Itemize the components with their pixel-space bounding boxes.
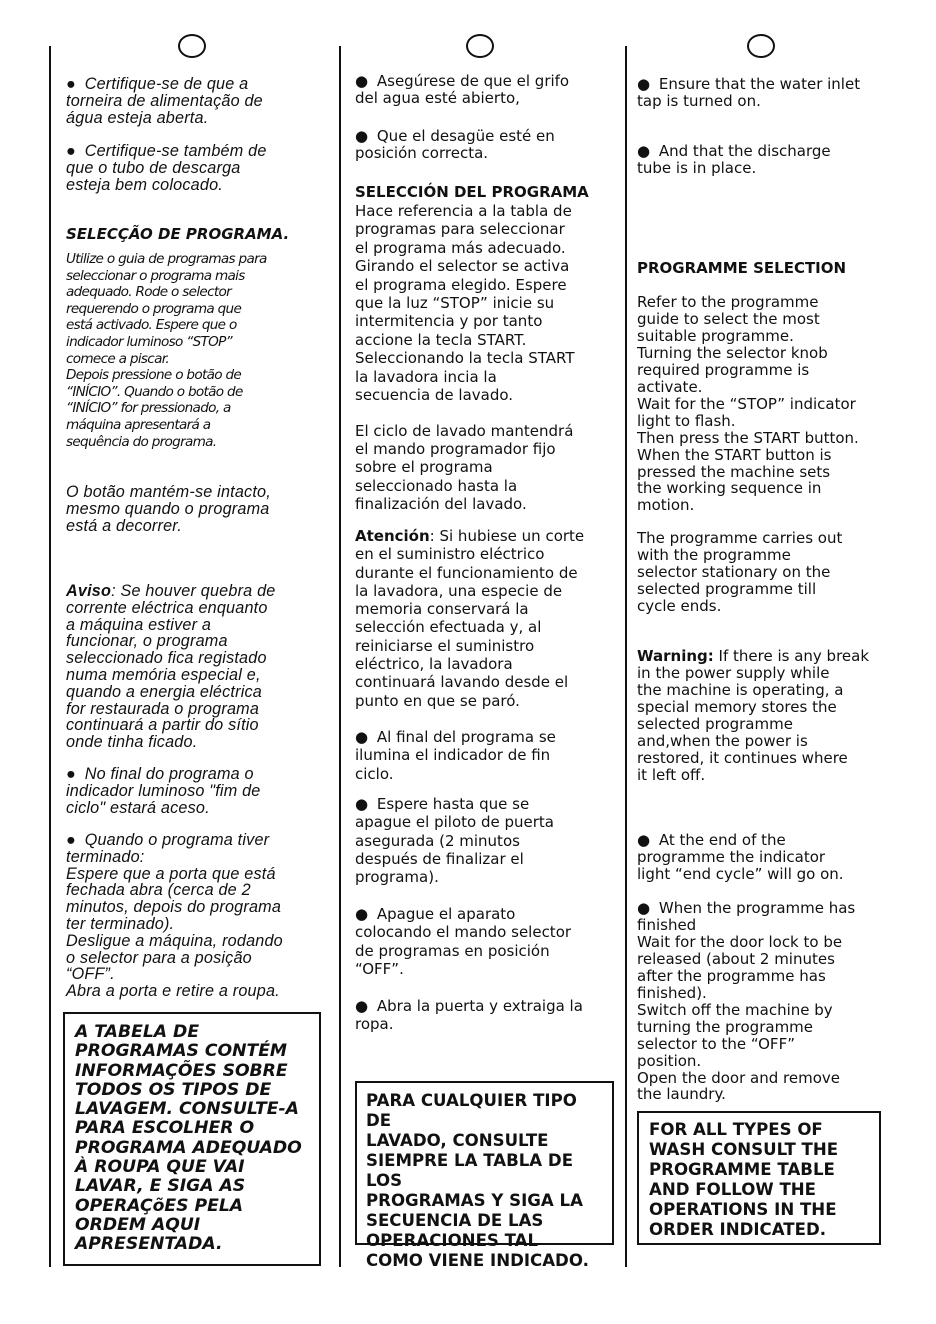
language-circle-pt	[178, 34, 206, 58]
pt-paragraph-warning: Aviso: Se houver quebra de corrente eléctrica enquanto a máquina estiver a funcionar, o programa seleccionado fica registado numa memória especial e, quando a energia eléctrica for restaurada o programa continuará a partir do sítio onde tinha ficado.	[66, 582, 276, 752]
en-paragraph-water-tap: ● Ensure that the water inlet tap is turned on.	[637, 76, 860, 110]
column-divider-right	[625, 46, 627, 1267]
pt-notice-box: A TABELA DE PROGRAMAS CONTÉM INFORMAÇÕES SOBRE TODOS OS TIPOS DE LAVAGEM. CONSULTE-A PARA ESCOLHER O PROGRAMA ADEQUADO À ROUPA QUE VAI LAVAR, E SIGA AS OPERAÇõES PELA ORDEM AQUI APRESENTADA.	[63, 1012, 321, 1266]
es-paragraph-warning: Atención: Si hubiese un corte en el suministro eléctrico durante el funcionamiento de la lavadora, una especie de memoria conservará la selección efectuada y, al reiniciarse el suministro eléctrico, la lavadora continuará lavando desde el punto en que se paró.	[355, 527, 585, 710]
en-paragraph-discharge-tube: ● And that the discharge tube is in place.	[637, 143, 831, 177]
pt-paragraph-knob-intact: O botão mantém-se intacto, mesmo quando o programa está a decorrer.	[66, 483, 271, 535]
es-paragraph-switch-off: ● Apague el aparato colocando el mando selector de programas en posición “OFF”.	[355, 905, 571, 978]
en-paragraph-end-cycle: ● At the end of the programme the indicator light “end cycle” will go on.	[637, 832, 844, 883]
es-warning-label: Atención	[355, 527, 430, 545]
es-notice-box: PARA CUALQUIER TIPO DE LAVADO, CONSULTE SIEMPRE LA TABLA DE LOS PROGRAMAS Y SIGA LA SECUENCIA DE LAS OPERACIONES TAL COMO VIENE INDICADO.	[355, 1081, 614, 1245]
pt-paragraph-water-tap: ● Certifique-se de que a torneira de alimentação de água esteja aberta.	[66, 76, 263, 126]
pt-warning-label: Aviso	[66, 582, 112, 600]
es-paragraph-drain: ● Que el desagüe esté en posición correcta.	[355, 128, 555, 162]
es-paragraph-wash-cycle: El ciclo de lavado mantendrá el mando programador fijo sobre el programa seleccionado hasta la finalización del lavado.	[355, 422, 574, 513]
es-paragraph-open-door: ● Abra la puerta y extraiga la ropa.	[355, 997, 583, 1034]
language-circle-es	[466, 34, 494, 58]
pt-paragraph-program-finished: ● Quando o programa tiver terminado: Espere que a porta que está fechada abra (cerca de 2 minutos, depois do programa ter terminado). Desligue a máquina, rodando o selector para a posição “OFF”. Abra a porta e retire a roupa.	[66, 832, 283, 1000]
pt-paragraph-end-cycle: ● No final do programa o indicador luminoso "fim de ciclo" estará aceso.	[66, 766, 261, 816]
es-paragraph-water-tap: ● Asegúrese de que el grifo del agua esté abierto,	[355, 73, 569, 107]
pt-paragraph-program-selection: Utilize o guia de programas para seleccionar o programa mais adequado. Rode o selector requerendo o programa que está activado. Espere que o indicador luminoso “STOP” comece a piscar. Depois pressione o botão de “INÍCIO”. Quando o botão de “INÍCIO” for pressionado, a máquina apresentará a sequência do programa.	[66, 251, 267, 450]
column-english	[637, 72, 887, 1272]
es-paragraph-program-selection: Hace referencia a la tabla de programas para seleccionar el programa más adecuado. Girando el selector se activa el programa elegido. Espere que la luz “STOP” inicie su intermitencia y por tanto accione la tecla START. Seleccionando la tecla START la lavadora incia la secuencia de lavado.	[355, 202, 575, 405]
pt-section-heading: SELECÇÃO DE PROGRAMA.	[66, 225, 290, 243]
en-warning-label: Warning:	[637, 647, 714, 665]
en-paragraph-warning: Warning: If there is any break in the power supply while the machine is operating, a special memory stores the selected programme and,when the power is restored, it continues where it left off.	[637, 647, 870, 784]
pt-paragraph-discharge-tube: ● Certifique-se também de que o tubo de descarga esteja bem colocado.	[66, 143, 267, 193]
es-paragraph-door-lock: ● Espere hasta que se apague el piloto de puerta asegurada (2 minutos después de finalizar el programa).	[355, 795, 554, 886]
language-circle-en	[747, 34, 775, 58]
en-paragraph-programme-carries: The programme carries out with the programme selector stationary on the selected programme till cycle ends.	[637, 529, 843, 615]
en-notice-box: FOR ALL TYPES OF WASH CONSULT THE PROGRAMME TABLE AND FOLLOW THE OPERATIONS IN THE ORDER INDICATED.	[637, 1111, 881, 1245]
en-paragraph-programme-finished: ● When the programme has finished Wait for the door lock to be released (about 2 minutes after the programme has finished). Switch off the machine by turning the programme selector to the “OFF” position. Open the door and remove the laundry.	[637, 900, 855, 1103]
es-section-heading: SELECCIÓN DEL PROGRAMA	[355, 183, 589, 201]
en-section-heading: PROGRAMME SELECTION	[637, 259, 847, 277]
en-paragraph-program-selection: Refer to the programme guide to select the most suitable programme. Turning the selector knob required programme is activate. Wait for the “STOP” indicator light to flash. Then press the START button. When the START button is pressed the machine sets the working sequence in motion.	[637, 293, 859, 515]
column-divider-left	[49, 46, 51, 1267]
es-paragraph-end-cycle: ● Al final del programa se ilumina el indicador de fin ciclo.	[355, 728, 556, 783]
column-divider-middle	[339, 46, 341, 1267]
